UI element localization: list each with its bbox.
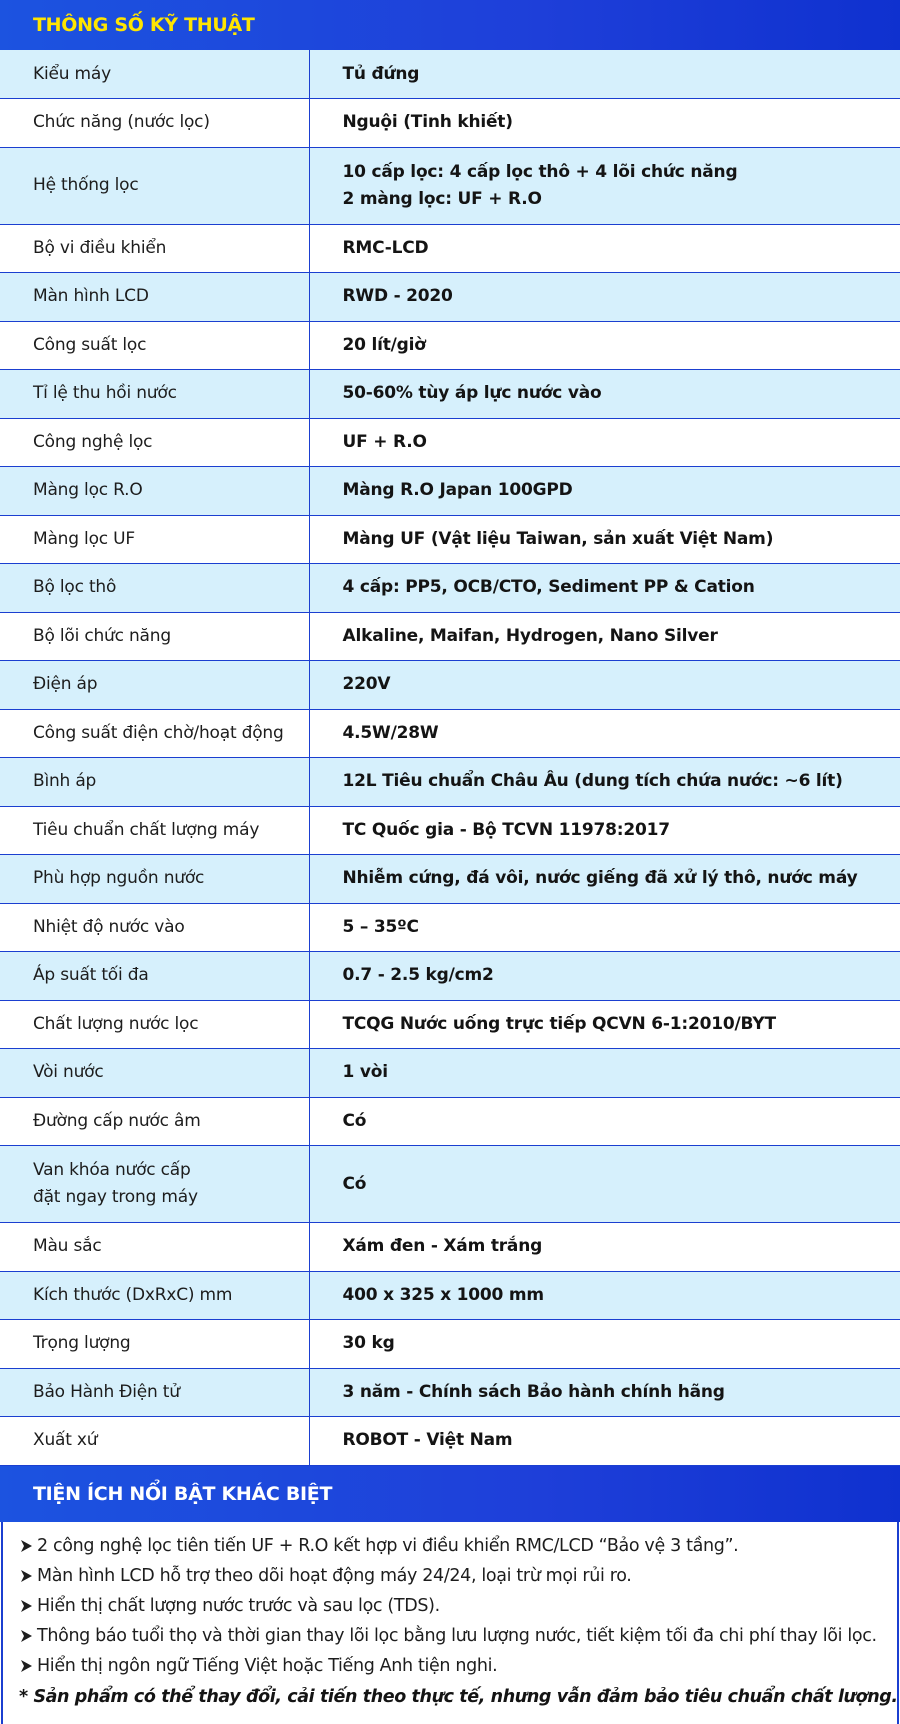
spec-label: Công suất lọc bbox=[0, 321, 309, 370]
spec-row bbox=[0, 661, 900, 710]
spec-row bbox=[0, 855, 900, 904]
spec-label: Màng lọc R.O bbox=[0, 467, 309, 516]
spec-row bbox=[0, 709, 900, 758]
spec-value: 50-60% tùy áp lực nước vào bbox=[309, 370, 900, 419]
spec-row bbox=[0, 147, 900, 224]
spec-value: Xám đen - Xám trắng bbox=[309, 1223, 900, 1272]
feature-item bbox=[19, 1621, 897, 1651]
spec-value: TCQG Nước uống trực tiếp QCVN 6-1:2010/BYT bbox=[309, 1000, 900, 1049]
spec-label: Công nghệ lọc bbox=[0, 418, 309, 467]
spec-row bbox=[0, 1320, 900, 1369]
spec-title: THÔNG SỐ KỸ THUẬT bbox=[33, 14, 255, 36]
spec-label: Áp suất tối đa bbox=[0, 952, 309, 1001]
features-box bbox=[1, 1522, 899, 1724]
spec-value: UF + R.O bbox=[309, 418, 900, 467]
spec-value: Tủ đứng bbox=[309, 50, 900, 99]
spec-row bbox=[0, 467, 900, 516]
spec-label: Bộ lọc thô bbox=[0, 564, 309, 613]
spec-label: Kiểu máy bbox=[0, 50, 309, 99]
spec-row bbox=[0, 321, 900, 370]
spec-row bbox=[0, 370, 900, 419]
spec-label: Bộ vi điều khiển bbox=[0, 224, 309, 273]
spec-label: Màu sắc bbox=[0, 1223, 309, 1272]
spec-value: Có bbox=[309, 1097, 900, 1146]
spec-value: 3 năm - Chính sách Bảo hành chính hãng bbox=[309, 1368, 900, 1417]
arrow-right-icon bbox=[19, 1569, 33, 1583]
spec-label: Bình áp bbox=[0, 758, 309, 807]
feature-text: Màn hình LCD hỗ trợ theo dõi hoạt động máy 24/24, loại trừ mọi rủi ro. bbox=[37, 1565, 632, 1586]
spec-label: Kích thước (DxRxC) mm bbox=[0, 1271, 309, 1320]
spec-value: Nguội (Tinh khiết) bbox=[309, 99, 900, 148]
spec-value: RMC-LCD bbox=[309, 224, 900, 273]
feature-text: Hiển thị chất lượng nước trước và sau lọc (TDS). bbox=[37, 1595, 440, 1616]
spec-value: Nhiễm cứng, đá vôi, nước giếng đã xử lý thô, nước máy bbox=[309, 855, 900, 904]
arrow-right-icon bbox=[19, 1659, 33, 1673]
arrow-right-icon bbox=[19, 1599, 33, 1613]
spec-value: Màng UF (Vật liệu Taiwan, sản xuất Việt Nam) bbox=[309, 515, 900, 564]
spec-row bbox=[0, 1417, 900, 1466]
spec-value: 30 kg bbox=[309, 1320, 900, 1369]
spec-row bbox=[0, 952, 900, 1001]
spec-value: TC Quốc gia - Bộ TCVN 11978:2017 bbox=[309, 806, 900, 855]
spec-row bbox=[0, 1223, 900, 1272]
spec-value: 0.7 - 2.5 kg/cm2 bbox=[309, 952, 900, 1001]
spec-row bbox=[0, 50, 900, 99]
spec-label: Đường cấp nước âm bbox=[0, 1097, 309, 1146]
spec-label: Tiêu chuẩn chất lượng máy bbox=[0, 806, 309, 855]
spec-value: 1 vòi bbox=[309, 1049, 900, 1098]
feature-item bbox=[19, 1591, 897, 1621]
spec-label: Bảo Hành Điện tử bbox=[0, 1368, 309, 1417]
spec-label: Hệ thống lọc bbox=[0, 147, 309, 224]
spec-row bbox=[0, 903, 900, 952]
spec-row bbox=[0, 1271, 900, 1320]
spec-label: Công suất điện chờ/hoạt động bbox=[0, 709, 309, 758]
spec-row bbox=[0, 273, 900, 322]
spec-label: Chất lượng nước lọc bbox=[0, 1000, 309, 1049]
feature-text: 2 công nghệ lọc tiên tiến UF + R.O kết hợp vi điều khiển RMC/LCD “Bảo vệ 3 tầng”. bbox=[37, 1535, 739, 1556]
spec-value: 220V bbox=[309, 661, 900, 710]
spec-value: RWD - 2020 bbox=[309, 273, 900, 322]
spec-value: Có bbox=[309, 1146, 900, 1223]
spec-row bbox=[0, 758, 900, 807]
arrow-right-icon bbox=[19, 1629, 33, 1643]
spec-row bbox=[0, 1146, 900, 1223]
feature-item bbox=[19, 1561, 897, 1591]
spec-value: ROBOT - Việt Nam bbox=[309, 1417, 900, 1466]
feature-item bbox=[19, 1531, 897, 1561]
spec-label: Tỉ lệ thu hồi nước bbox=[0, 370, 309, 419]
spec-value: Màng R.O Japan 100GPD bbox=[309, 467, 900, 516]
spec-label: Màng lọc UF bbox=[0, 515, 309, 564]
spec-table-body bbox=[0, 50, 900, 1465]
disclaimer-note: * Sản phẩm có thể thay đổi, cải tiến theo thực tế, nhưng vẫn đảm bảo tiêu chuẩn chất lượng. bbox=[19, 1686, 898, 1707]
spec-header bbox=[0, 0, 900, 50]
spec-label: Trọng lượng bbox=[0, 1320, 309, 1369]
spec-row bbox=[0, 1368, 900, 1417]
spec-label: Vòi nước bbox=[0, 1049, 309, 1098]
spec-value: 4.5W/28W bbox=[309, 709, 900, 758]
feature-text: Thông báo tuổi thọ và thời gian thay lõi lọc bằng lưu lượng nước, tiết kiệm tối đa chi phí thay lõi lọc. bbox=[37, 1625, 877, 1646]
spec-row bbox=[0, 1049, 900, 1098]
spec-value: 10 cấp lọc: 4 cấp lọc thô + 4 lõi chức năng 2 màng lọc: UF + R.O bbox=[309, 147, 900, 224]
spec-row bbox=[0, 418, 900, 467]
spec-row bbox=[0, 1097, 900, 1146]
features-header bbox=[0, 1466, 900, 1522]
spec-label: Chức năng (nước lọc) bbox=[0, 99, 309, 148]
spec-value: 4 cấp: PP5, OCB/CTO, Sediment PP & Cation bbox=[309, 564, 900, 613]
spec-row bbox=[0, 99, 900, 148]
spec-label: Điện áp bbox=[0, 661, 309, 710]
spec-label: Màn hình LCD bbox=[0, 273, 309, 322]
spec-value: 400 x 325 x 1000 mm bbox=[309, 1271, 900, 1320]
spec-label: Nhiệt độ nước vào bbox=[0, 903, 309, 952]
spec-label: Van khóa nước cấp đặt ngay trong máy bbox=[0, 1146, 309, 1223]
spec-label: Phù hợp nguồn nước bbox=[0, 855, 309, 904]
spec-row bbox=[0, 515, 900, 564]
spec-value: Alkaline, Maifan, Hydrogen, Nano Silver bbox=[309, 612, 900, 661]
arrow-right-icon bbox=[19, 1539, 33, 1553]
feature-text: Hiển thị ngôn ngữ Tiếng Việt hoặc Tiếng Anh tiện nghi. bbox=[37, 1655, 498, 1676]
spec-row bbox=[0, 1000, 900, 1049]
feature-item bbox=[19, 1651, 897, 1681]
spec-row bbox=[0, 224, 900, 273]
spec-table bbox=[0, 50, 900, 1466]
spec-value: 12L Tiêu chuẩn Châu Âu (dung tích chứa nước: ~6 lít) bbox=[309, 758, 900, 807]
spec-row bbox=[0, 612, 900, 661]
spec-row bbox=[0, 806, 900, 855]
spec-value: 20 lít/giờ bbox=[309, 321, 900, 370]
spec-value: 5 – 35ºC bbox=[309, 903, 900, 952]
features-title: TIỆN ÍCH NỔI BẬT KHÁC BIỆT bbox=[33, 1482, 333, 1505]
feature-list bbox=[19, 1531, 897, 1681]
spec-row bbox=[0, 564, 900, 613]
spec-label: Xuất xứ bbox=[0, 1417, 309, 1466]
spec-label: Bộ lõi chức năng bbox=[0, 612, 309, 661]
